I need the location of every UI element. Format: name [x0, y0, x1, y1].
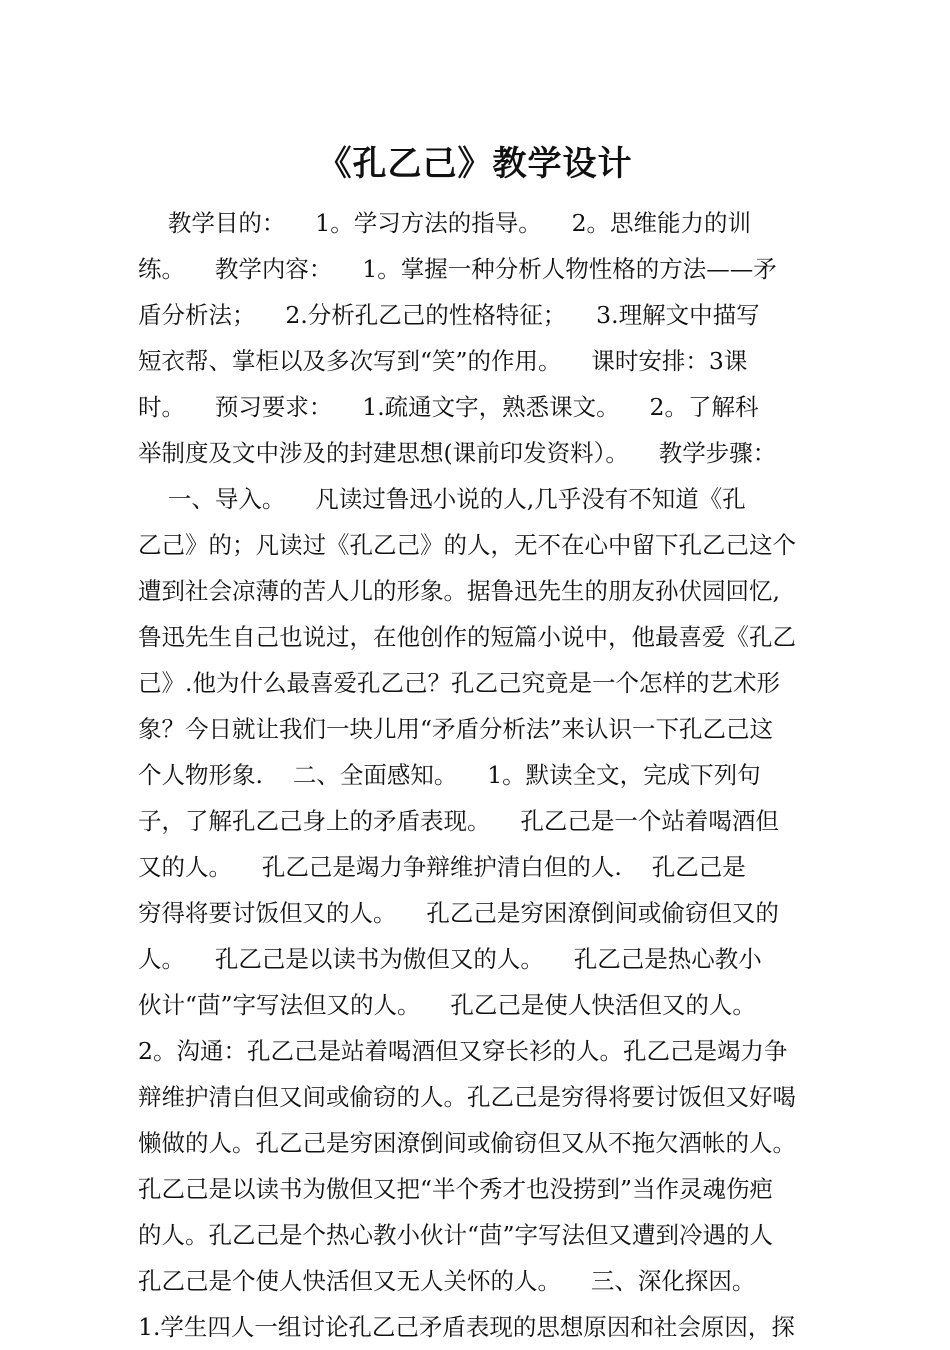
body-line: 2。沟通：孔乙己是站着喝酒但又穿长衫的人。孔乙己是竭力争 — [138, 1037, 788, 1065]
body-line: 又的人。 孔乙己是竭力争辩维护清白但的人. 孔乙己是 — [138, 853, 746, 881]
body-line: 子，了解孔乙己身上的矛盾表现。 孔乙己是一个站着喝酒但 — [138, 807, 779, 835]
body-line: 盾分析法； 2.分析孔乙己的性格特征； 3.理解文中描写 — [138, 301, 760, 329]
body-line: 伙计“茴”字写法但又的人。 孔乙己是使人快活但又的人。 — [138, 991, 756, 1019]
body-line: 穷得将要讨饭但又的人。 孔乙己是穷困潦倒间或偷窃但又的 — [138, 899, 779, 927]
body-line: 懒做的人。孔乙己是穷困潦倒间或偷窃但又从不拖欠酒帐的人。 — [138, 1129, 796, 1157]
body-line: 遭到社会凉薄的苦人儿的形象。据鲁迅先生的朋友孙伏园回忆, — [138, 577, 780, 605]
body-line: 教学目的： 1。学习方法的指导。 2。思维能力的训 — [138, 209, 752, 237]
body-line: 孔乙己是以读书为傲但又把“半个秀才也没捞到”当作灵魂伤疤 — [138, 1175, 774, 1203]
body-line: 己》.他为什么最喜爱孔乙己？孔乙己究竟是一个怎样的艺术形 — [138, 669, 780, 697]
body-line: 举制度及文中涉及的封建思想(课前印发资料）。 教学步骤： — [138, 439, 777, 467]
document-body — [138, 200, 818, 1350]
body-line: 辩维护清白但又间或偷窃的人。孔乙己是穷得将要讨饭但又好喝 — [138, 1083, 796, 1111]
body-line: 个人物形象. 二、全面感知。 1。默读全文，完成下列句 — [138, 761, 761, 789]
document-title: 《孔乙己》教学设计 — [317, 144, 633, 184]
body-line: 时。 预习要求： 1.疏通文字，熟悉课文。 2。了解科 — [138, 393, 759, 421]
body-line: 短衣帮、掌柜以及多次写到“笑”的作用。 课时安排：3课 — [138, 347, 748, 375]
body-line: 人。 孔乙己是以读书为傲但又的人。 孔乙己是热心教小 — [138, 945, 762, 973]
body-line: 象？今日就让我们一块儿用“矛盾分析法”来认识一下孔乙己这 — [138, 715, 774, 743]
body-line: 孔乙己是个使人快活但又无人关怀的人。 三、深化探因。 — [138, 1267, 756, 1295]
body-line: 的人。孔乙己是个热心教小伙计“茴”字写法但又遭到冷遇的人 — [138, 1221, 774, 1249]
body-line: 1.学生四人一组讨论孔乙己矛盾表现的思想原因和社会原因，探 — [138, 1313, 795, 1341]
body-line: 练。 教学内容： 1。掌握一种分析人物性格的方法——矛 — [138, 255, 777, 283]
body-line: 鲁迅先生自己也说过，在他创作的短篇小说中，他最喜爱《孔乙 — [138, 623, 796, 651]
body-line: 一、导入。 凡读过鲁迅小说的人,几乎没有不知道《孔 — [138, 485, 746, 513]
body-line: 乙己》的；凡读过《孔乙己》的人，无不在心中留下孔乙己这个 — [138, 531, 796, 559]
